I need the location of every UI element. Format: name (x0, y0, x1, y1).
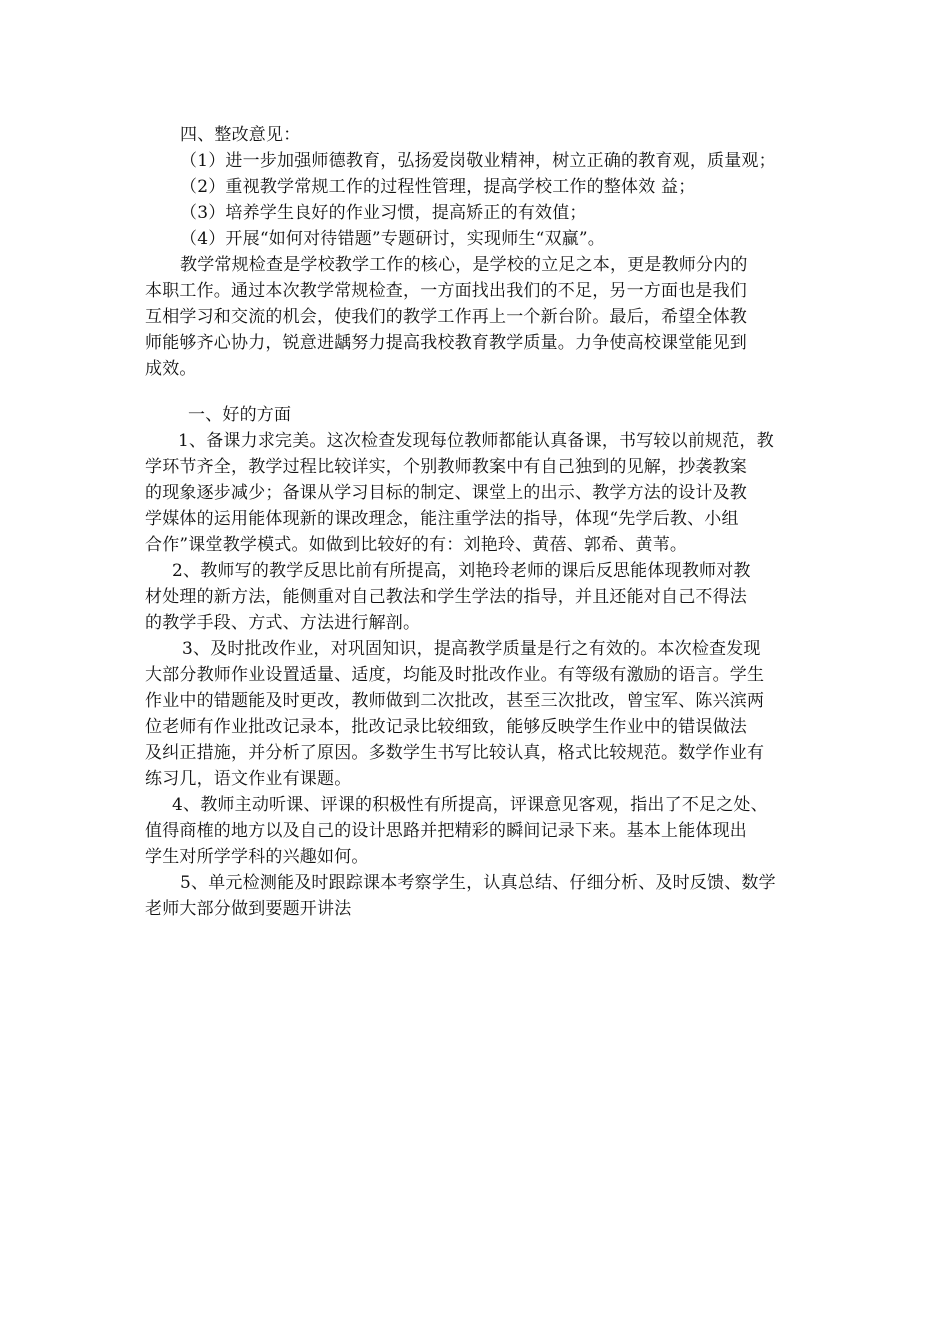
rectification-item-1: （1）进一步加强师德教育，弘扬爱岗敬业精神，树立正确的教育观，质量观； (180, 151, 776, 171)
conclusion-line: 教学常规检查是学校教学工作的核心，是学校的立足之本，更是教师分内的 (180, 255, 748, 275)
conclusion-line: 成效。 (145, 359, 197, 379)
rectification-item-2: （2）重视教学常规工作的过程性管理，提高学校工作的整体效 益； (180, 177, 696, 197)
paragraph-line: 2、教师写的教学反思比前有所提高，刘艳玲老师的课后反思能体现教师对教 (172, 561, 751, 581)
paragraph-line: 学生对所学学科的兴趣如何。 (145, 847, 369, 867)
paragraph-line: 位老师有作业批改记录本，批改记录比较细致，能够反映学生作业中的错误做法 (145, 717, 747, 737)
paragraph-line: 材处理的新方法，能侧重对自己教法和学生学法的指导，并且还能对自己不得法 (145, 587, 747, 607)
paragraph-line: 3、及时批改作业，对巩固知识，提高教学质量是行之有效的。本次检查发现 (182, 639, 761, 659)
paragraph-line: 练习几，语文作业有课题。 (145, 769, 352, 789)
section-heading-rectification: 四、整改意见： (180, 125, 301, 145)
rectification-item-4: （4）开展“如何对待错题”专题研讨，实现师生“双赢”。 (180, 229, 605, 249)
paragraph-line: 及纠正措施，并分析了原因。多数学生书写比较认真，格式比较规范。数学作业有 (145, 743, 765, 763)
conclusion-line: 互相学习和交流的机会，使我们的教学工作再上一个新台阶。最后，希望全体教 (145, 307, 747, 327)
rectification-item-3: （3）培养学生良好的作业习惯，提高矫正的有效值； (180, 203, 587, 223)
paragraph-line: 的现象逐步减少；备课从学习目标的制定、课堂上的出示、教学方法的设计及教 (145, 483, 747, 503)
conclusion-line: 本职工作。通过本次教学常规检查，一方面找出我们的不足，另一方面也是我们 (145, 281, 747, 301)
conclusion-line: 师能够齐心协力，锐意进龋努力提高我校教育教学质量。力争使高校课堂能见到 (145, 333, 747, 353)
paragraph-line: 5、单元检测能及时跟踪课本考察学生，认真总结、仔细分析、及时反馈、数学 (180, 873, 776, 893)
paragraph-line: 大部分教师作业设置适量、适度，均能及时批改作业。有等级有激励的语言。学生 (145, 665, 765, 685)
paragraph-line: 1、备课力求完美。这次检查发现每位教师都能认真备课，书写较以前规范，教 (178, 431, 774, 451)
paragraph-line: 作业中的错题能及时更改，教师做到二次批改，甚至三次批改，曾宝军、陈兴滨两 (145, 691, 765, 711)
paragraph-line: 4、教师主动听课、评课的积极性有所提高，评课意见客观，指出了不足之处、 (172, 795, 768, 815)
paragraph-line: 合作”课堂教学模式。如做到比较好的有：刘艳玲、黄蓓、郭希、黄苇。 (145, 535, 688, 555)
paragraph-line: 学环节齐全，教学过程比较详实，个别教师教案中有自己独到的见解，抄袭教案 (145, 457, 747, 477)
paragraph-line: 的教学手段、方式、方法进行解剖。 (145, 613, 421, 633)
paragraph-line: 老师大部分做到要题开讲法 (145, 899, 352, 919)
paragraph-line: 学媒体的运用能体现新的课改理念，能注重学法的指导，体现“先学后教、小组 (145, 509, 739, 529)
paragraph-line: 值得商榷的地方以及自己的设计思路并把精彩的瞬间记录下来。基本上能体现出 (145, 821, 747, 841)
section-heading-strengths: 一、好的方面 (188, 405, 292, 425)
